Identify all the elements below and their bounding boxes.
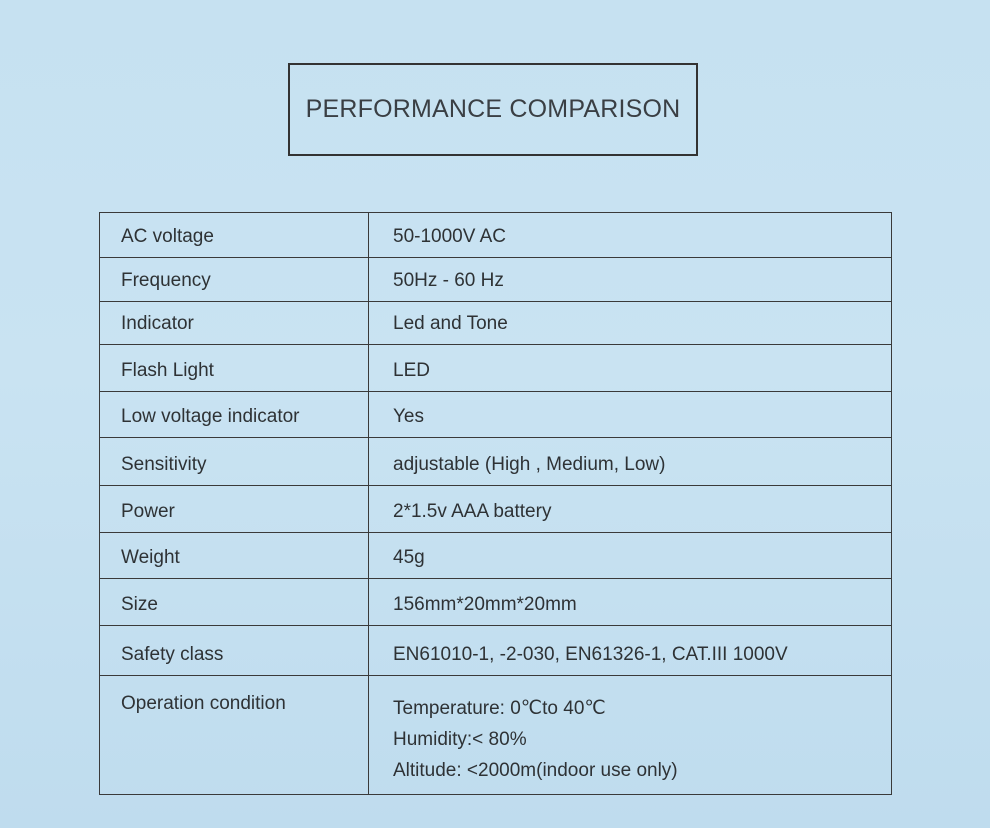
page-title: PERFORMANCE COMPARISON — [288, 63, 698, 156]
spec-table — [99, 212, 892, 795]
row-label: Flash Light — [100, 345, 369, 392]
table-row — [100, 676, 892, 795]
table-row — [100, 579, 892, 626]
table-row — [100, 213, 892, 258]
row-value: 156mm*20mm*20mm — [369, 579, 892, 626]
row-label: Sensitivity — [100, 438, 369, 486]
row-value: 45g — [369, 533, 892, 579]
value-line: Humidity:< 80% — [393, 729, 527, 750]
row-label: Weight — [100, 533, 369, 579]
table-row — [100, 345, 892, 392]
row-label: Operation condition — [100, 676, 369, 795]
value-line: Altitude: <2000m(indoor use only) — [393, 760, 678, 781]
row-label: Power — [100, 486, 369, 533]
row-value: 50Hz - 60 Hz — [369, 258, 892, 302]
row-value: adjustable (High , Medium, Low) — [369, 438, 892, 486]
row-value: LED — [369, 345, 892, 392]
row-value: 50-1000V AC — [369, 213, 892, 258]
row-label: Indicator — [100, 302, 369, 345]
row-label: Low voltage indicator — [100, 392, 369, 438]
table-row — [100, 486, 892, 533]
row-label: AC voltage — [100, 213, 369, 258]
table-row — [100, 258, 892, 302]
table-row — [100, 533, 892, 579]
row-value: EN61010-1, -2-030, EN61326-1, CAT.III 1000V — [369, 626, 892, 676]
table-row — [100, 626, 892, 676]
row-value: Led and Tone — [369, 302, 892, 345]
row-label: Frequency — [100, 258, 369, 302]
value-line: Temperature: 0℃to 40℃ — [393, 698, 606, 719]
table-row — [100, 438, 892, 486]
row-value — [369, 676, 892, 795]
table-row — [100, 302, 892, 345]
row-label: Size — [100, 579, 369, 626]
table-row — [100, 392, 892, 438]
row-value: 2*1.5v AAA battery — [369, 486, 892, 533]
row-label: Safety class — [100, 626, 369, 676]
row-value: Yes — [369, 392, 892, 438]
